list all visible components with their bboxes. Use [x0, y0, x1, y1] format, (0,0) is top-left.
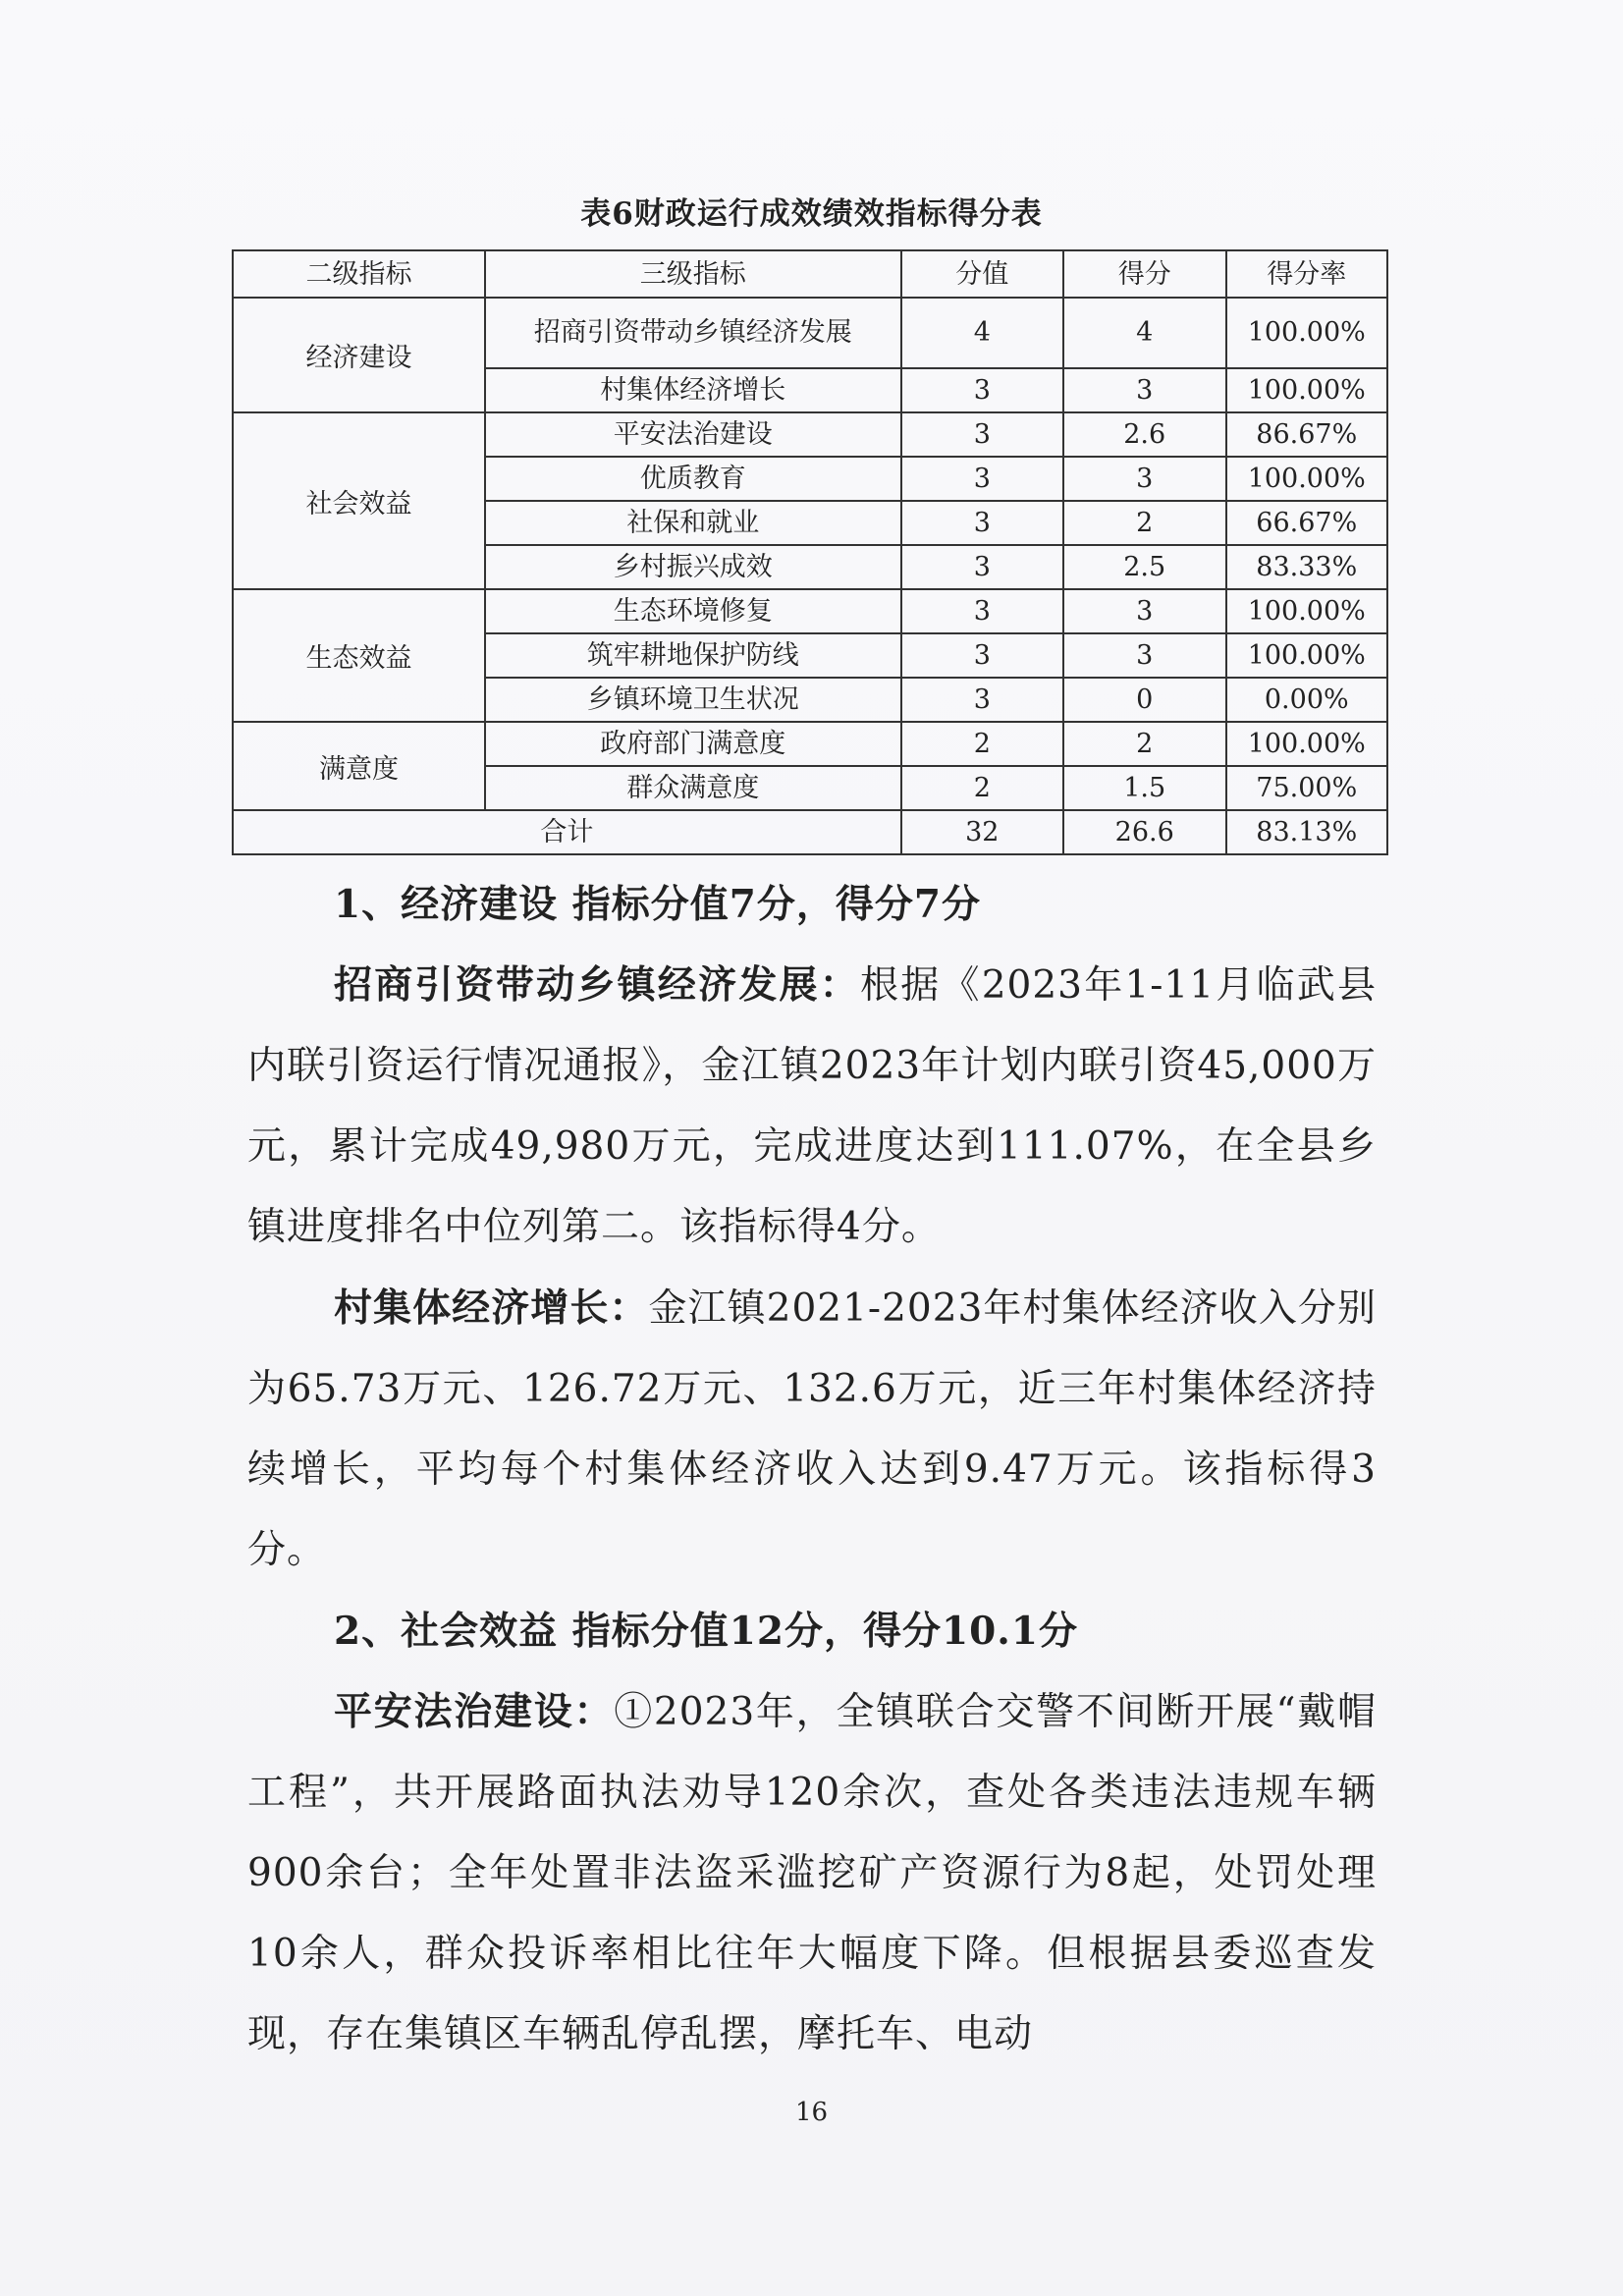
row-score: 2: [1063, 501, 1226, 545]
total-value: 32: [901, 810, 1063, 854]
row-item: 社保和就业: [485, 501, 901, 545]
paragraph-text: 根据《2023年1-11月临武县内联引资运行情况通报》，金江镇2023年计划内联引资45,000万元，累计完成49,980万元，完成进度达到111.07%，在全县乡镇进度排名中位列第二。该指标得4分。: [247, 963, 1377, 1249]
page-number: 16: [794, 2098, 829, 2127]
row-score: 3: [1063, 457, 1226, 501]
row-rate: 66.67%: [1226, 501, 1387, 545]
paragraph-label: 招商引资带动乡镇经济发展：: [334, 962, 861, 1008]
total-score: 26.6: [1063, 810, 1226, 854]
row-item: 招商引资带动乡镇经济发展: [485, 298, 901, 368]
row-value: 2: [901, 722, 1063, 766]
group-name: 满意度: [233, 722, 485, 810]
table-row: [233, 412, 1387, 457]
row-rate: 83.33%: [1226, 545, 1387, 589]
row-score: 4: [1063, 298, 1226, 368]
group-name: 社会效益: [233, 412, 485, 589]
row-value: 3: [901, 501, 1063, 545]
row-value: 3: [901, 633, 1063, 678]
row-value: 2: [901, 766, 1063, 810]
section-heading: 2、社会效益 指标分值12分，得分10.1分: [334, 1609, 1078, 1654]
row-score: 2.6: [1063, 412, 1226, 457]
paragraph: [247, 945, 1377, 1268]
row-value: 3: [901, 412, 1063, 457]
table-row: [233, 589, 1387, 633]
row-item: 群众满意度: [485, 766, 901, 810]
row-score: 2.5: [1063, 545, 1226, 589]
header-level3: 三级指标: [485, 250, 901, 298]
table-row: [233, 722, 1387, 766]
header-score: 得分: [1063, 250, 1226, 298]
row-rate: 100.00%: [1226, 368, 1387, 412]
paragraph: [247, 1671, 1377, 2075]
row-rate: 86.67%: [1226, 412, 1387, 457]
row-item: 平安法治建设: [485, 412, 901, 457]
row-item: 乡镇环境卫生状况: [485, 678, 901, 722]
paragraph: [247, 1268, 1377, 1591]
total-rate: 83.13%: [1226, 810, 1387, 854]
row-value: 3: [901, 457, 1063, 501]
row-item: 优质教育: [485, 457, 901, 501]
header-rate: 得分率: [1226, 250, 1387, 298]
row-value: 3: [901, 368, 1063, 412]
row-score: 1.5: [1063, 766, 1226, 810]
row-rate: 100.00%: [1226, 298, 1387, 368]
row-score: 3: [1063, 589, 1226, 633]
row-score: 3: [1063, 633, 1226, 678]
table-total-row: [233, 810, 1387, 854]
row-item: 乡村振兴成效: [485, 545, 901, 589]
score-table: [232, 249, 1388, 855]
total-label: 合计: [233, 810, 901, 854]
row-value: 3: [901, 589, 1063, 633]
row-item: 生态环境修复: [485, 589, 901, 633]
row-rate: 100.00%: [1226, 457, 1387, 501]
section-heading: 1、经济建设 指标分值7分，得分7分: [334, 882, 981, 927]
row-value: 4: [901, 298, 1063, 368]
paragraph-text: 金江镇2021-2023年村集体经济收入分别为65.73万元、126.72万元、132.6万元，近三年村集体经济持续增长，平均每个村集体经济收入达到9.47万元。该指标得3分。: [247, 1286, 1377, 1572]
table-row: [233, 298, 1387, 368]
table-header-row: [233, 250, 1387, 298]
paragraph-label: 平安法治建设：: [334, 1689, 615, 1734]
row-item: 政府部门满意度: [485, 722, 901, 766]
paragraph-label: 村集体经济增长：: [334, 1285, 649, 1331]
paragraph-text: ①2023年，全镇联合交警不间断开展“戴帽工程”，共开展路面执法劝导120余次，查处各类违法违规车辆900余台；全年处置非法盗采滥挖矿产资源行为8起，处罚处理10余人，群众投诉率相比往年大幅度下降。但根据县委巡查发现，存在集镇区车辆乱停乱摆，摩托车、电动: [247, 1690, 1377, 2056]
group-name: 生态效益: [233, 589, 485, 722]
row-rate: 75.00%: [1226, 766, 1387, 810]
header-level2: 二级指标: [233, 250, 485, 298]
row-item: 村集体经济增长: [485, 368, 901, 412]
row-value: 3: [901, 678, 1063, 722]
row-item: 筑牢耕地保护防线: [485, 633, 901, 678]
body-text: [247, 864, 1377, 2075]
row-score: 0: [1063, 678, 1226, 722]
row-value: 3: [901, 545, 1063, 589]
row-rate: 100.00%: [1226, 633, 1387, 678]
group-name: 经济建设: [233, 298, 485, 412]
row-score: 2: [1063, 722, 1226, 766]
row-score: 3: [1063, 368, 1226, 412]
header-value: 分值: [901, 250, 1063, 298]
row-rate: 100.00%: [1226, 589, 1387, 633]
table-title: 表6财政运行成效绩效指标得分表: [580, 196, 1043, 232]
row-rate: 0.00%: [1226, 678, 1387, 722]
row-rate: 100.00%: [1226, 722, 1387, 766]
